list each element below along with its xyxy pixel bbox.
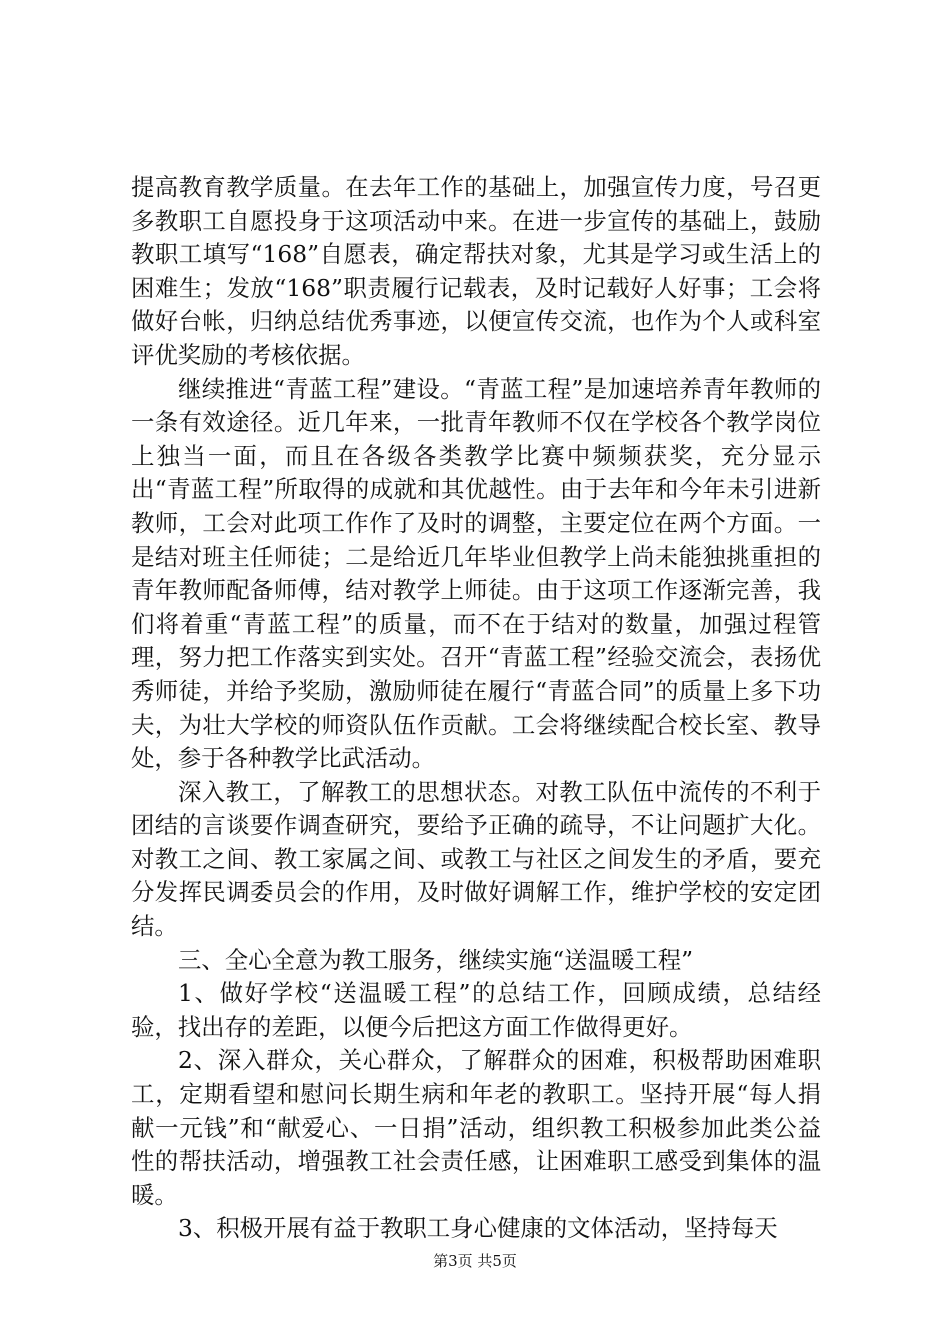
- paragraph-intro: 提高教育教学质量。在去年工作的基础上，加强宣传力度，号召更多教职工自愿投身于这项活动中来。在进一步宣传的基础上，鼓励教职工填写“168”自愿表，确定帮扶对象，尤其是学习或生活上的困难生；发放“168”职责履行记载表，及时记载好人好事；工会将做好台帐，归纳总结优秀事迹，以便宣传交流，也作为个人或科室评优奖励的考核依据。: [131, 173, 821, 369]
- list-item-1: 1、做好学校“送温暖工程”的总结工作，回顾成绩，总结经验，找出存的差距，以便今后把这方面工作做得更好。: [131, 979, 821, 1041]
- document-body: [131, 171, 821, 1246]
- section-heading-warmth-project: 三、全心全意为教工服务，继续实施“送温暖工程”: [178, 945, 694, 974]
- paragraph-qinglan-project: 继续推进“青蓝工程”建设。“青蓝工程”是加速培养青年教师的一条有效途径。近几年来，一批青年教师不仅在学校各个教学岗位上独当一面，而且在各级各类教学比赛中频频获奖，充分显示出“青蓝工程”所取得的成就和其优越性。由于去年和今年未引进新教师，工会对此项工作作了及时的调整，主要定位在两个方面。一是结对班主任师徒；二是给近几年毕业但教学上尚未能独挑重担的青年教师配备师傅，结对教学上师徒。由于这项工作逐渐完善，我们将着重“青蓝工程”的质量，而不在于结对的数量，加强过程管理，努力把工作落实到实处。召开“青蓝工程”经验交流会，表扬优秀师徒，并给予奖励，激励师徒在履行“青蓝合同”的质量上多下功夫，为壮大学校的师资队伍作贡献。工会将继续配合校长室、教导处，参于各种教学比武活动。: [131, 374, 821, 773]
- list-item-2: 2、深入群众，关心群众，了解群众的困难，积极帮助困难职工，定期看望和慰问长期生病和年老的教职工。坚持开展“每人捐献一元钱”和“献爱心、一日捐”活动，组织教工积极参加此类公益性的帮扶活动，增强教工社会责任感，让困难职工感受到集体的温暖。: [131, 1046, 821, 1209]
- list-item-3: 3、积极开展有益于教职工身心健康的文体活动，坚持每天: [178, 1214, 778, 1243]
- paragraph-staff-thinking: 深入教工，了解教工的思想状态。对教工队伍中流传的不利于团结的言谈要作调查研究，要给予正确的疏导，不让问题扩大化。对教工之间、教工家属之间、或教工与社区之间发生的矛盾，要充分发挥民调委员会的作用，及时做好调解工作，维护学校的安定团结。: [131, 777, 821, 941]
- page-number-label: 第3页 共5页: [433, 1252, 517, 1270]
- page-footer: [0, 1251, 950, 1271]
